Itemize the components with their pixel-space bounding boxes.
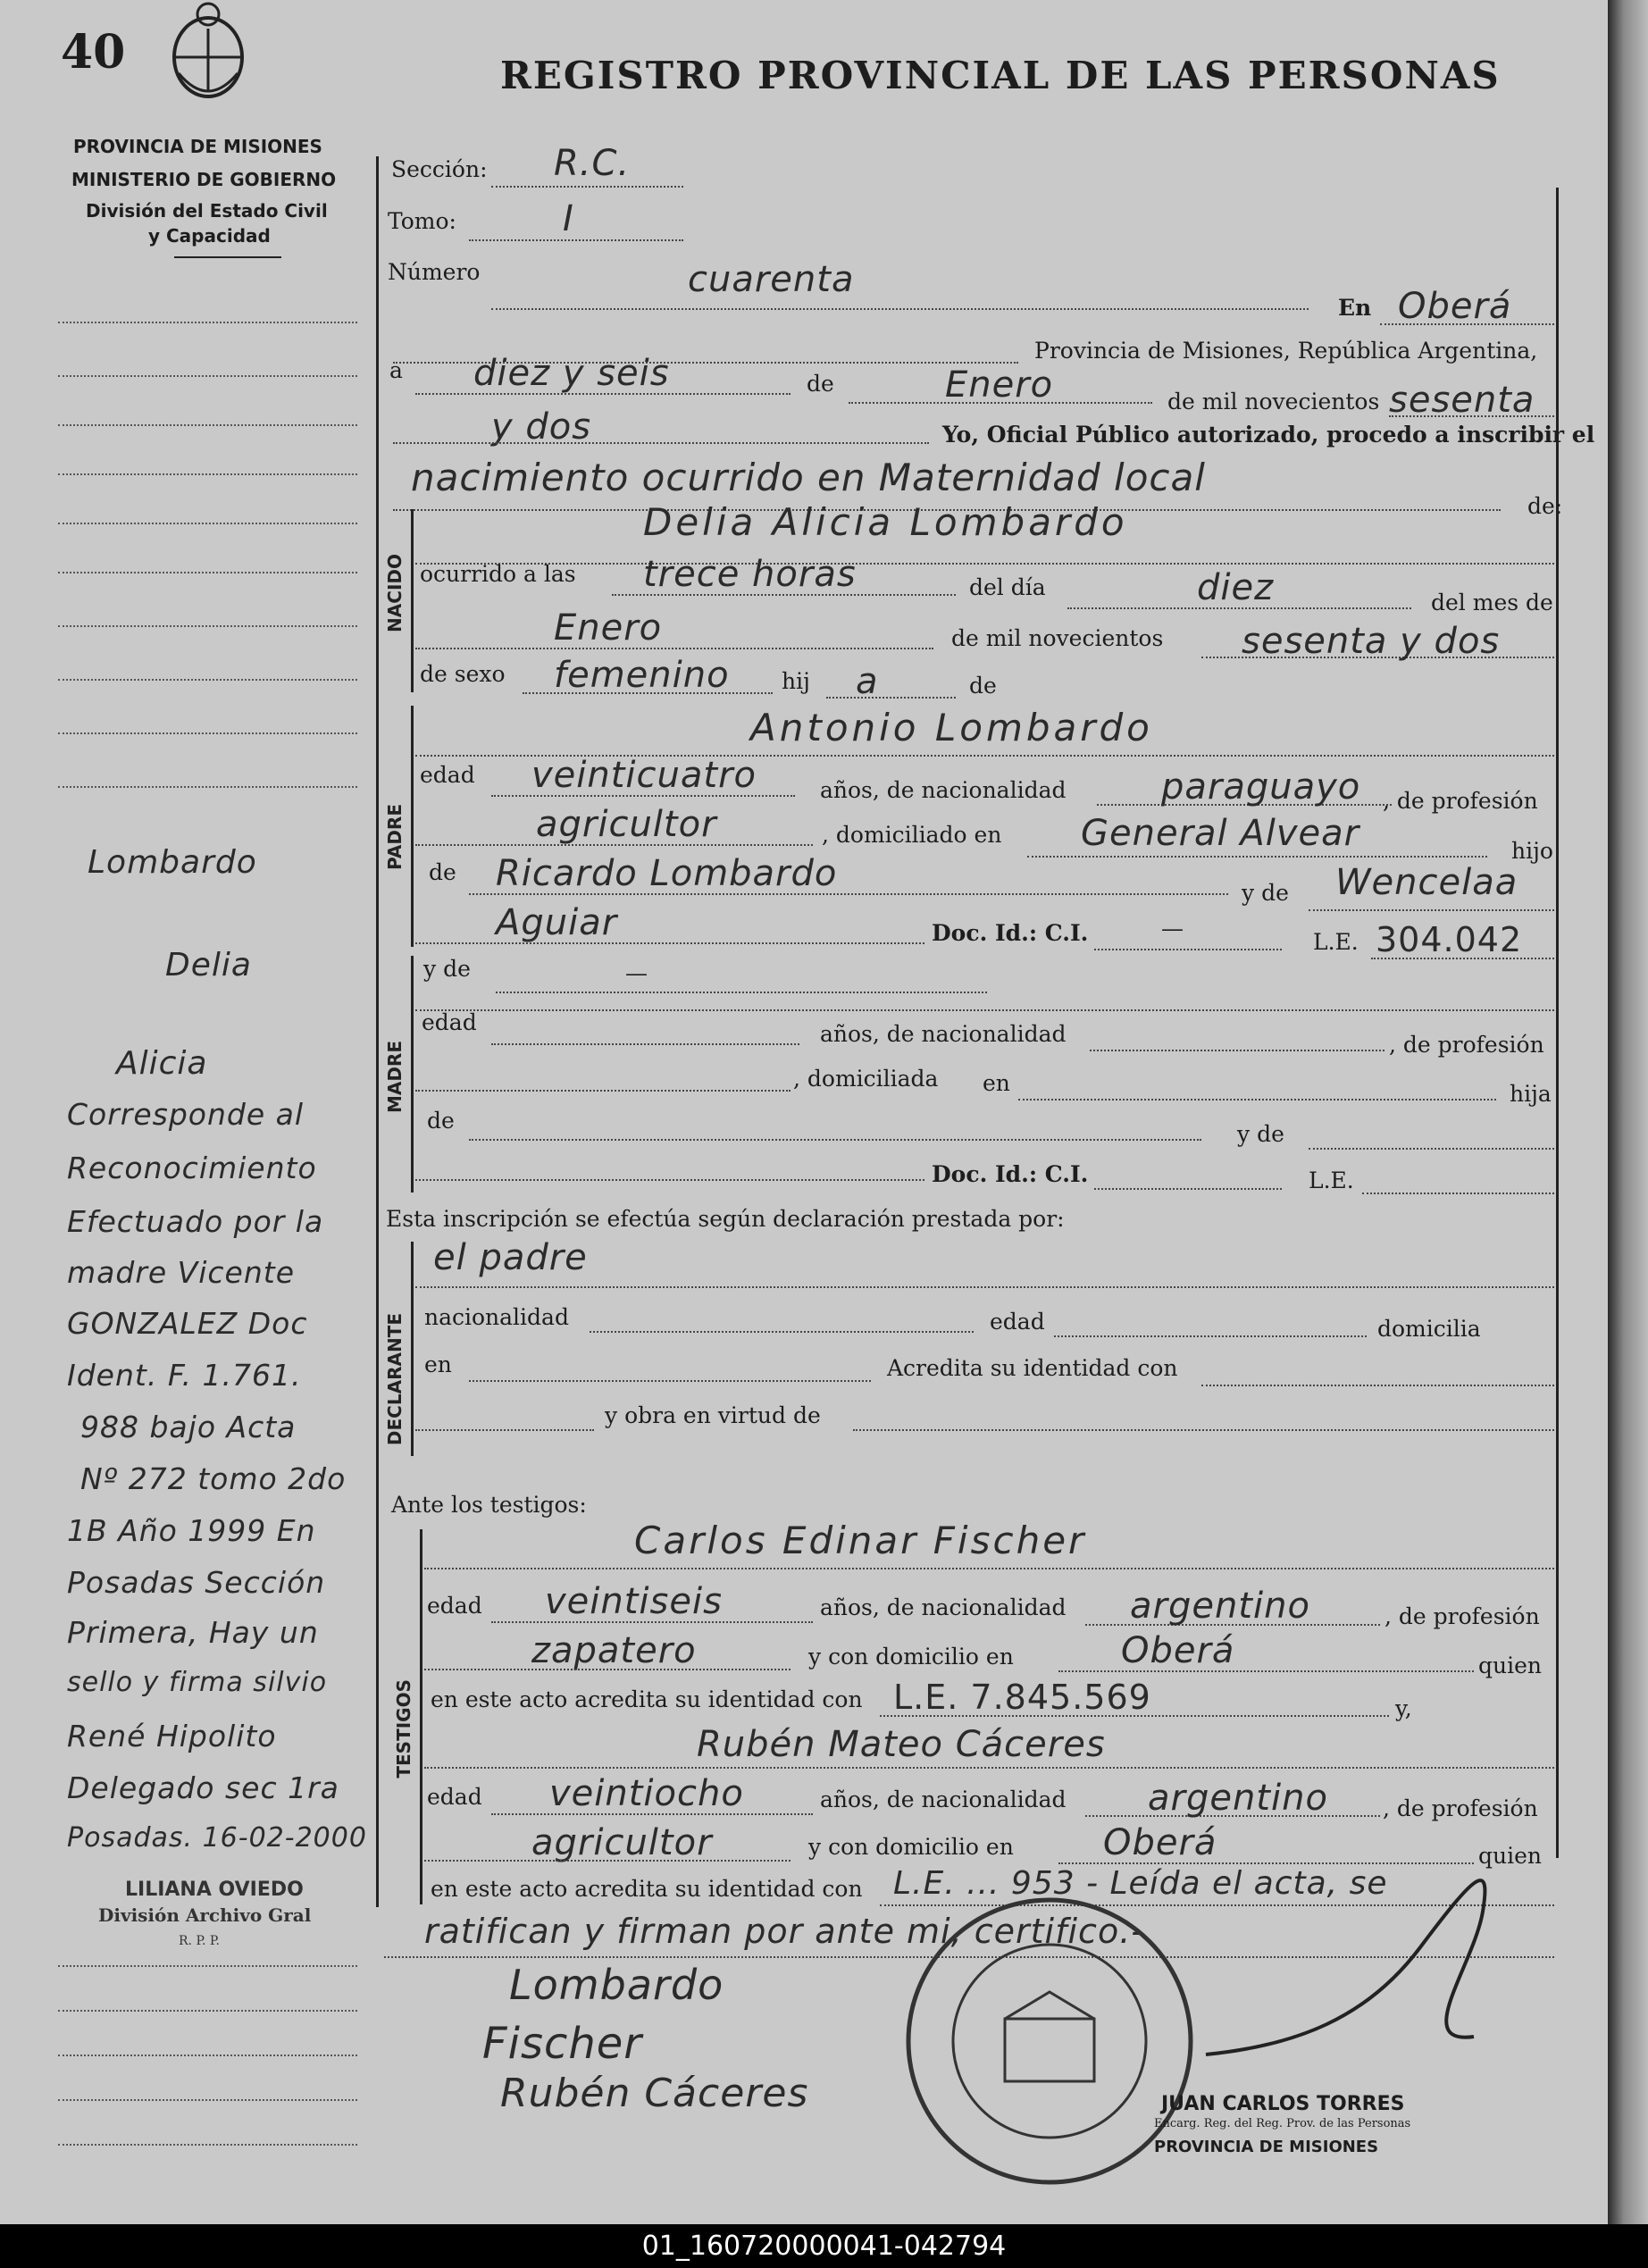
- testigo1-y-label: y,: [1395, 1695, 1412, 1721]
- margin-line: [58, 523, 357, 524]
- padre-y-de-label: y de: [1242, 880, 1289, 906]
- padre-le-value: 304.042: [1376, 920, 1523, 959]
- declarante-nombre: el padre: [433, 1237, 588, 1278]
- madre-y-de2-label: y de: [1237, 1121, 1284, 1147]
- padre-le-label: L.E.: [1313, 929, 1359, 955]
- anio-nac-value: sesenta y dos: [1242, 621, 1501, 662]
- testigo1-quien-label: quien: [1478, 1653, 1542, 1678]
- testigo1-acredita-label: en este acto acredita su identidad con: [431, 1686, 863, 1712]
- padre-dom-line: [1027, 856, 1487, 858]
- signature-witness-2: Rubén Cáceres: [500, 2071, 809, 2116]
- testigo2-quien-label: quien: [1478, 1843, 1542, 1869]
- margin-line: [58, 572, 357, 573]
- padre-nac-label: años, de nacionalidad: [820, 777, 1067, 803]
- sexo-label: de sexo: [420, 661, 506, 687]
- margin-note-line: Primera, Hay un: [67, 1615, 319, 1650]
- padre-madre-value-cont: Aguiar: [496, 902, 618, 943]
- margin-line: [58, 424, 357, 426]
- padre-madre-line: [1309, 909, 1554, 911]
- margin-line: [58, 375, 357, 377]
- padre-de-label: de: [429, 859, 456, 885]
- testigo1-prof: zapatero: [531, 1630, 697, 1671]
- testigos-label: TESTIGOS: [393, 1679, 414, 1778]
- declarante-edad-line: [1054, 1335, 1367, 1337]
- hij-label: hij: [782, 668, 810, 694]
- official-signature-icon: [1188, 1840, 1545, 2072]
- madre-border: [411, 956, 414, 1193]
- tomo-value: I: [563, 198, 574, 239]
- madre-nombre-value: —: [625, 960, 648, 986]
- en-label: En: [1338, 295, 1372, 321]
- acto-value: nacimiento ocurrido en Maternidad local: [411, 456, 1206, 499]
- a-label: a: [389, 357, 403, 383]
- mes-value: Enero: [945, 364, 1054, 406]
- madre-y-de-label: y de: [423, 956, 471, 982]
- nacido-nombre: Delia Alicia Lombardo: [643, 500, 1128, 544]
- declarante-label: DECLARANTE: [384, 1313, 406, 1446]
- nacido-nombre-line: [415, 563, 1554, 565]
- de-mil-label: de mil novecientos: [1167, 389, 1380, 414]
- mes-nac-line: [415, 648, 933, 649]
- official-name: JUAN CARLOS TORRES: [1161, 2093, 1405, 2115]
- testigo1-doc: L.E. 7.845.569: [893, 1678, 1151, 1717]
- mes-nac-value: Enero: [554, 607, 663, 649]
- margin-note-line: madre Vicente: [67, 1255, 296, 1290]
- sexo-value: femenino: [554, 655, 730, 696]
- madre-nac-line: [1090, 1050, 1384, 1051]
- declarante-edad-label: edad: [990, 1309, 1045, 1335]
- margin-note-line: sello y firma silvio: [67, 1667, 328, 1698]
- testigo2-nombre-line: [424, 1767, 1554, 1769]
- madre-padre-line: [469, 1139, 1201, 1141]
- madre-en-label: en: [983, 1070, 1010, 1096]
- margin-note-line: Lombardo: [88, 844, 257, 881]
- padre-padre-value: Ricardo Lombardo: [496, 853, 838, 894]
- padre-dom-value: General Alvear: [1081, 813, 1360, 854]
- declarante-nac-label: nacionalidad: [424, 1304, 569, 1330]
- margin-note-line: Corresponde al: [67, 1097, 305, 1132]
- testigo2-dom-label: y con domicilio en: [808, 1834, 1014, 1860]
- nacido-label: NACIDO: [384, 554, 406, 632]
- testigo1-edad: veintiseis: [545, 1581, 723, 1622]
- agency-line-1: PROVINCIA DE MISIONES: [73, 136, 322, 157]
- provincia-text: Provincia de Misiones, República Argentina,: [1034, 338, 1538, 364]
- closing-text: ratifican y firman por ante mi, certifico.-: [424, 1912, 1144, 1951]
- margin-note-line: GONZALEZ Doc: [67, 1306, 308, 1341]
- de-nac-label: de: [969, 673, 997, 699]
- margin-note-line: 988 bajo Acta: [80, 1410, 297, 1444]
- madre-hija-label: hija: [1510, 1081, 1552, 1107]
- margin-note-line: Delia: [165, 947, 252, 983]
- official-province: PROVINCIA DE MISIONES: [1154, 2138, 1379, 2156]
- coat-of-arms-icon: [159, 2, 257, 109]
- declarante-virtud-pre-line: [415, 1429, 594, 1431]
- margin-note-line: Efectuado por la: [67, 1204, 324, 1239]
- page-number: 40: [61, 25, 126, 80]
- madre-doc-label: Doc. Id.: C.I.: [932, 1161, 1089, 1187]
- declarante-nac-line: [590, 1331, 974, 1333]
- archive-stamp-name: LILIANA OVIEDO: [125, 1879, 304, 1901]
- madre-cont-line: [415, 1179, 924, 1181]
- margin-line: [58, 786, 357, 788]
- signature-father: Lombardo: [509, 1961, 724, 2009]
- declarante-virtud-label: y obra en virtud de: [605, 1402, 821, 1428]
- en-value: Oberá: [1398, 286, 1512, 327]
- margin-line: [58, 625, 357, 627]
- main-left-border: [376, 156, 379, 1907]
- de-colon: de:: [1527, 493, 1563, 519]
- numero-label: Número: [388, 259, 481, 285]
- margin-note-line: Reconocimiento: [67, 1151, 317, 1185]
- testigo2-prof-line: [424, 1860, 791, 1862]
- agency-line-2: MINISTERIO DE GOBIERNO: [71, 169, 337, 190]
- anio-value: sesenta: [1389, 380, 1535, 421]
- margin-note-line: René Hipolito: [67, 1719, 277, 1753]
- madre-dom-line: [1018, 1099, 1496, 1101]
- numero-line: [491, 308, 1309, 310]
- tomo-line: [469, 239, 683, 241]
- margin-line: [58, 679, 357, 681]
- padre-edad-label: edad: [420, 762, 475, 788]
- margin-line: [58, 322, 357, 323]
- madre-de-label: de: [427, 1108, 455, 1134]
- padre-madre-value: Wencelaa: [1335, 862, 1518, 903]
- padre-doc-value: —: [1161, 916, 1184, 942]
- madre-le-label: L.E.: [1309, 1167, 1354, 1193]
- signature-witness-1: Fischer: [482, 2019, 643, 2069]
- margin-line: [58, 2099, 357, 2101]
- testigo2-doc: L.E. ... 953 - Leída el acta, se: [893, 1865, 1388, 1902]
- padre-edad-value: veinticuatro: [531, 755, 757, 796]
- padre-dom-label: , domiciliado en: [822, 822, 1002, 848]
- ocurrido-label: ocurrido a las: [420, 561, 576, 587]
- madre-nac-label: años, de nacionalidad: [820, 1021, 1067, 1047]
- padre-label: PADRE: [384, 804, 406, 870]
- declarante-dom-label: domicilia: [1377, 1316, 1481, 1342]
- declarante-border: [411, 1242, 414, 1456]
- anio-cont-line: [393, 442, 929, 444]
- padre-prof-line: [415, 844, 813, 846]
- testigo1-dom: Oberá: [1121, 1630, 1235, 1671]
- numero-value: cuarenta: [688, 259, 855, 300]
- oficial-text: Yo, Oficial Público autorizado, procedo a inscribir el: [942, 422, 1595, 448]
- file-identifier: 01_160720000041-042794: [641, 2230, 1007, 2262]
- margin-line: [58, 1965, 357, 1967]
- hij-line: [826, 697, 956, 699]
- testigo2-acredita-label: en este acto acredita su identidad con: [431, 1876, 863, 1902]
- padre-hijo-label: hijo: [1511, 838, 1553, 864]
- padre-prof-label: , de profesión: [1383, 788, 1538, 814]
- testigo2-prof: agricultor: [531, 1822, 713, 1863]
- testigo2-edad: veintiocho: [549, 1773, 744, 1814]
- page-edge: [1608, 0, 1648, 2224]
- testigo2-nac: argentino: [1148, 1778, 1328, 1819]
- seccion-value: R.C.: [554, 143, 631, 184]
- anio-value-cont: y dos: [491, 406, 592, 448]
- official-seal-icon: [902, 1894, 1197, 2188]
- archive-stamp-code: R. P. P.: [179, 1934, 220, 1948]
- testigo2-nombre: Rubén Mateo Cáceres: [697, 1724, 1106, 1765]
- del-dia-label: del día: [969, 574, 1046, 600]
- testigo1-dom-label: y con domicilio en: [808, 1644, 1014, 1670]
- madre-edad-line: [491, 1043, 799, 1045]
- de-mil-nac-label: de mil novecientos: [951, 625, 1164, 651]
- testigo1-nac: argentino: [1130, 1586, 1310, 1627]
- seccion-label: Sección:: [391, 156, 488, 182]
- margin-note-line: 1B Año 1999 En: [67, 1513, 316, 1548]
- madre-madre-line: [1309, 1148, 1554, 1150]
- testigo2-prof-label: , de profesión: [1383, 1795, 1538, 1821]
- declarante-virtud-line: [853, 1429, 1554, 1431]
- madre-le-line: [1362, 1193, 1554, 1194]
- testigo2-dom: Oberá: [1103, 1822, 1217, 1863]
- margin-note-line: Posadas. 16-02-2000: [67, 1822, 367, 1854]
- testigo1-nac-label: años, de nacionalidad: [820, 1594, 1067, 1620]
- agency-line-4: y Capacidad: [148, 225, 271, 247]
- declarante-intro: Esta inscripción se efectúa según declaración prestada por:: [386, 1206, 1065, 1232]
- margin-note-line: Posadas Sección: [67, 1565, 326, 1600]
- margin-note-line: Delegado sec 1ra: [67, 1770, 339, 1805]
- declarante-nombre-line: [415, 1286, 1554, 1288]
- de-label: de: [807, 371, 834, 397]
- del-mes-label: del mes de: [1431, 590, 1553, 615]
- margin-note-line: Nº 272 tomo 2do: [80, 1461, 347, 1496]
- padre-doc-line: [1094, 949, 1282, 950]
- testigo1-prof-line: [424, 1669, 791, 1670]
- archive-stamp-division: División Archivo Gral: [98, 1904, 312, 1926]
- madre-edad-label: edad: [422, 1009, 477, 1035]
- madre-dom-label: , domiciliada: [793, 1066, 939, 1092]
- margin-note-line: Alicia: [116, 1045, 208, 1082]
- padre-doc-label: Doc. Id.: C.I.: [932, 920, 1089, 946]
- padre-prof-value: agricultor: [536, 804, 717, 845]
- seccion-line: [491, 186, 683, 188]
- madre-prof-line: [415, 1090, 791, 1092]
- madre-doc-line: [1094, 1188, 1282, 1190]
- margin-line: [58, 473, 357, 475]
- document-title: REGISTRO PROVINCIAL DE LAS PERSONAS: [500, 54, 1501, 97]
- testigo1-nombre-line: [424, 1568, 1554, 1569]
- agency-line-3: División del Estado Civil: [86, 200, 328, 222]
- testigo1-edad-label: edad: [427, 1593, 482, 1619]
- declarante-en-line: [469, 1380, 871, 1382]
- margin-line: [58, 2010, 357, 2012]
- margin-note-line: Ident. F. 1.761.: [67, 1358, 302, 1393]
- declarante-en-label: en: [424, 1352, 452, 1377]
- dia-nac-value: diez: [1197, 567, 1275, 608]
- testigo1-nombre: Carlos Edinar Fischer: [634, 1519, 1087, 1562]
- testigo1-prof-label: , de profesión: [1384, 1603, 1540, 1629]
- padre-nac-value: paraguayo: [1161, 766, 1361, 808]
- padre-madre-cont-line: [415, 942, 924, 944]
- declarante-acredita-line: [1201, 1385, 1554, 1386]
- madre-label: MADRE: [384, 1041, 406, 1114]
- testigos-intro: Ante los testigos:: [391, 1492, 587, 1518]
- hora-value: trece horas: [643, 554, 857, 595]
- testigos-border: [420, 1529, 422, 1904]
- padre-border: [411, 706, 414, 947]
- margin-line: [58, 2144, 357, 2146]
- tomo-label: Tomo:: [388, 208, 456, 234]
- padre-nombre: Antonio Lombardo: [750, 706, 1153, 749]
- madre-nombre-line-2: [415, 1009, 1554, 1011]
- testigo2-edad-label: edad: [427, 1784, 482, 1810]
- madre-prof-label: , de profesión: [1389, 1032, 1544, 1058]
- margin-line: [58, 2055, 357, 2056]
- madre-nombre-line: [496, 992, 987, 993]
- dia-value: diez y seis: [473, 353, 670, 394]
- nacido-border: [411, 509, 414, 692]
- official-title: Encarg. Reg. del Reg. Prov. de las Personas: [1154, 2117, 1411, 2130]
- hij-value: a: [856, 661, 879, 702]
- declarante-acredita-label: Acredita su identidad con: [887, 1355, 1178, 1381]
- testigo2-nac-label: años, de nacionalidad: [820, 1787, 1067, 1812]
- margin-line: [58, 732, 357, 734]
- agency-underline: [174, 256, 281, 258]
